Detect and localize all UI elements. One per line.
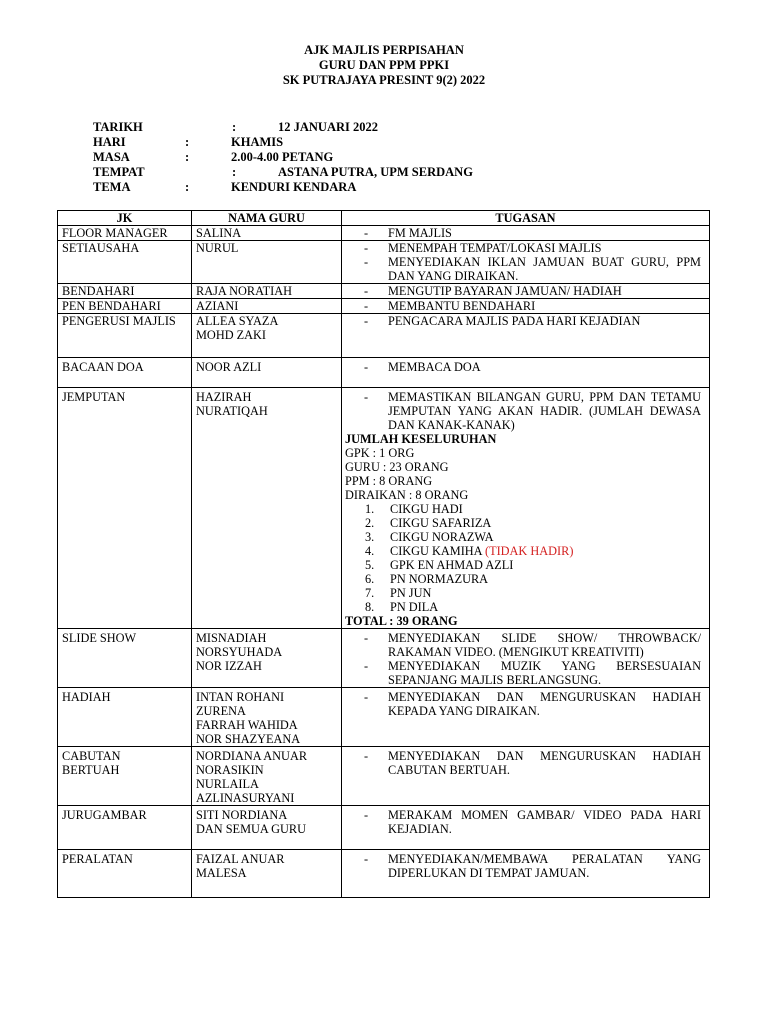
name-cell: ALLEA SYAZA	[196, 314, 279, 328]
task-item: - MENYEDIAKAN MUZIK YANG BERSESUAIAN SEPANJANG MAJLIS BERLANGSUNG.	[342, 659, 701, 687]
table-row	[58, 284, 710, 299]
list-item: 4. CIKGU KAMIHA (TIDAK HADIR)	[365, 544, 574, 558]
name-cell: MISNADIAH	[196, 631, 267, 645]
jk-cell: JEMPUTAN	[62, 390, 126, 404]
summary-heading: JUMLAH KESELURUHAN	[345, 432, 497, 446]
table-row	[58, 850, 710, 898]
summary-line: PPM : 8 ORANG	[345, 474, 433, 488]
name-cell: NORDIANA ANUAR	[196, 749, 308, 763]
task-item: - MEMBACA DOA	[342, 360, 701, 374]
info-value: 12 JANUARI 2022	[278, 120, 378, 134]
doc-title-line2: GURU DAN PPM PPKI	[318, 58, 450, 72]
name-cell: INTAN ROHANI	[196, 690, 285, 704]
list-item: 8. PN DILA	[365, 600, 439, 614]
summary-total: TOTAL : 39 ORANG	[345, 614, 458, 628]
name-cell: FARRAH WAHIDA	[196, 718, 298, 732]
task-item: - PENGACARA MAJLIS PADA HARI KEJADIAN	[342, 314, 701, 328]
jk-cell: PERALATAN	[62, 852, 133, 866]
name-cell: SITI NORDIANA	[196, 808, 288, 822]
jk-cell: CABUTAN	[62, 749, 121, 763]
info-row-masa	[93, 150, 493, 165]
table-row	[58, 299, 710, 314]
name-cell: NURUL	[196, 241, 239, 255]
table-row	[58, 747, 710, 806]
honoree-list	[345, 502, 709, 614]
name-cell: SALINA	[196, 226, 242, 240]
jk-cell: HADIAH	[62, 690, 111, 704]
attendance-summary	[342, 432, 709, 628]
header-tugasan: TUGASAN	[342, 211, 710, 226]
name-cell: DAN SEMUA GURU	[196, 822, 306, 836]
jk-cell: PEN BENDAHARI	[62, 299, 161, 313]
info-row-tarikh	[93, 120, 493, 135]
list-item: 5. GPK EN AHMAD AZLI	[365, 558, 514, 572]
info-key: TEMA	[93, 180, 131, 194]
info-row-tema	[93, 180, 493, 195]
jk-cell: SLIDE SHOW	[62, 631, 137, 645]
list-item: 2. CIKGU SAFARIZA	[365, 516, 492, 530]
task-item: - MENEMPAH TEMPAT/LOKASI MAJLIS	[342, 241, 701, 255]
table-row	[58, 358, 710, 388]
info-value: KENDURI KENDARA	[231, 180, 357, 194]
info-row-tempat	[93, 165, 493, 180]
task-item: - MENYEDIAKAN DAN MENGURUSKAN HADIAH KEPADA YANG DIRAIKAN.	[342, 690, 701, 718]
info-value: KHAMIS	[231, 135, 284, 149]
info-value: 2.00-4.00 PETANG	[231, 150, 334, 164]
name-cell: NORSYUHADA	[196, 645, 283, 659]
summary-line: GURU : 23 ORANG	[345, 460, 449, 474]
info-key: HARI	[93, 135, 126, 149]
list-item: 1. CIKGU HADI	[365, 502, 463, 516]
task-item: - MEMBANTU BENDAHARI	[342, 299, 701, 313]
jk-cell: BERTUAH	[62, 763, 120, 777]
table-row	[58, 806, 710, 850]
info-key: MASA	[93, 150, 130, 164]
name-cell: MOHD ZAKI	[196, 328, 267, 342]
task-item: - MENYEDIAKAN SLIDE SHOW/ THROWBACK/ RAKAMAN VIDEO. (MENGIKUT KREATIVITI)	[342, 631, 701, 659]
jk-cell: BACAAN DOA	[62, 360, 144, 374]
doc-title-line3: SK PUTRAJAYA PRESINT 9(2) 2022	[282, 73, 486, 87]
name-cell: RAJA NORATIAH	[196, 284, 292, 298]
info-colon: :	[185, 135, 190, 149]
name-cell: NURLAILA	[196, 777, 259, 791]
list-item: 7. PN JUN	[365, 586, 432, 600]
info-key: TEMPAT	[93, 165, 145, 179]
table-row	[58, 388, 710, 629]
name-cell: HAZIRAH	[196, 390, 252, 404]
summary-line: GPK : 1 ORG	[345, 446, 415, 460]
table-row	[58, 241, 710, 284]
name-cell: NORASIKIN	[196, 763, 264, 777]
task-item: - MEMASTIKAN BILANGAN GURU, PPM DAN TETAMU JEMPUTAN YANG AKAN HADIR. (JUMLAH DEWASA DAN KANAK-KANAK)	[342, 390, 701, 432]
table-header-row	[58, 211, 710, 226]
task-item: - MENYEDIAKAN/MEMBAWA PERALATAN YANG DIPERLUKAN DI TEMPAT JAMUAN.	[342, 852, 701, 880]
doc-title-line1: AJK MAJLIS PERPISAHAN	[304, 43, 464, 57]
table-row	[58, 314, 710, 358]
name-cell: AZIANI	[196, 299, 239, 313]
task-item: - MENGUTIP BAYARAN JAMUAN/ HADIAH	[342, 284, 701, 298]
event-info	[93, 120, 493, 195]
header-jk: JK	[58, 211, 192, 226]
name-cell: FAIZAL ANUAR	[196, 852, 285, 866]
table-row	[58, 226, 710, 241]
jk-cell: BENDAHARI	[62, 284, 135, 298]
header-nama-guru: NAMA GURU	[192, 211, 342, 226]
jk-cell: FLOOR MANAGER	[62, 226, 168, 240]
task-item: - MERAKAM MOMEN GAMBAR/ VIDEO PADA HARI KEJADIAN.	[342, 808, 701, 836]
info-row-hari	[93, 135, 493, 150]
name-cell: AZLINASURYANI	[196, 791, 295, 805]
task-item: - MENYEDIAKAN DAN MENGURUSKAN HADIAH CABUTAN BERTUAH.	[342, 749, 701, 777]
jk-cell: JURUGAMBAR	[62, 808, 147, 822]
name-cell: NOR IZZAH	[196, 659, 262, 673]
committee-table	[57, 210, 710, 898]
info-colon: :	[232, 165, 237, 179]
absent-note: (TIDAK HADIR)	[484, 544, 574, 558]
info-value: ASTANA PUTRA, UPM SERDANG	[278, 165, 473, 179]
summary-line: DIRAIKAN : 8 ORANG	[345, 488, 469, 502]
info-colon: :	[185, 180, 190, 194]
name-cell: MALESA	[196, 866, 247, 880]
jk-cell: PENGERUSI MAJLIS	[62, 314, 176, 328]
list-item: 3. CIKGU NORAZWA	[365, 530, 494, 544]
table-row	[58, 629, 710, 688]
info-key: TARIKH	[93, 120, 143, 134]
name-cell: NOOR AZLI	[196, 360, 262, 374]
jk-cell: SETIAUSAHA	[62, 241, 140, 255]
name-cell: NURATIQAH	[196, 404, 268, 418]
task-item: - MENYEDIAKAN IKLAN JAMUAN BUAT GURU, PPM DAN YANG DIRAIKAN.	[342, 255, 701, 283]
task-item: - FM MAJLIS	[342, 226, 701, 240]
info-colon: :	[185, 150, 190, 164]
list-item: 6. PN NORMAZURA	[365, 572, 489, 586]
name-cell: NOR SHAZYEANA	[196, 732, 301, 746]
table-row	[58, 688, 710, 747]
name-cell: ZURENA	[196, 704, 246, 718]
info-colon: :	[232, 120, 237, 134]
